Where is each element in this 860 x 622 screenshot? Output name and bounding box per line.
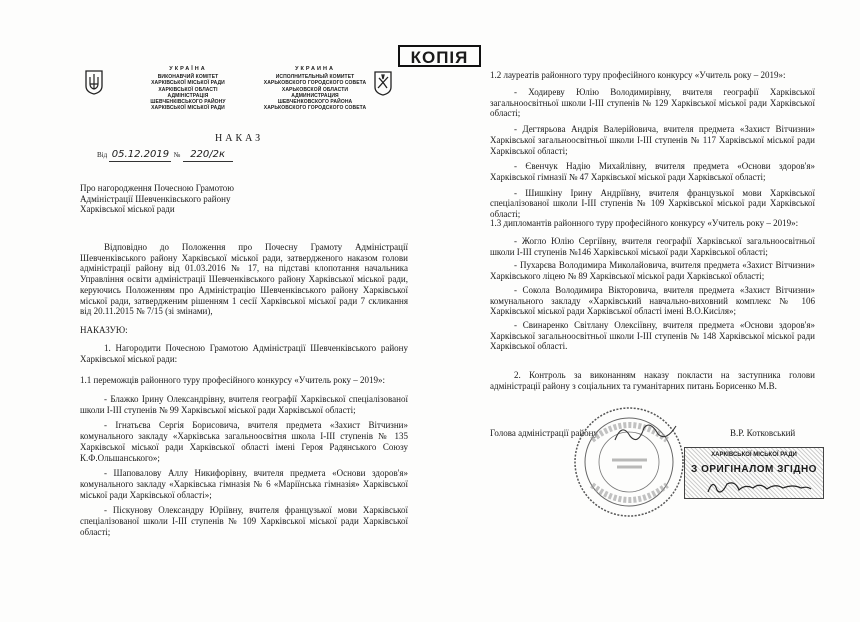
list-item: - Жогло Юлію Сергіївну, вчителя географії Харківської загальноосвітньої школи І-ІІІ ступенів №146 Харківської міської ради Харківської області; [490, 236, 815, 257]
item-1-3: 1.3 дипломантів районного туру професійного конкурсу «Учитель року – 2019»: [490, 218, 799, 228]
header-left-line: АДМІНІСТРАЦІЯ [167, 92, 209, 99]
header-right-line: ХАРЬКОВСКОГО ГОРОДСКОГО СОВЕТА [263, 105, 367, 112]
order-title: НАКАЗ [215, 133, 264, 144]
subject-line: Харківської міської ради [80, 204, 175, 215]
preamble: Відповідно до Положення про Почесну Грамоту Адміністрації Шевченківського району Харківської міської ради, затвердженого наказом голови адміністрації району від 01.03.2016 № 17, на підставі клопотання начальника Управління освіти адміністрації Шевченківського району Харківської міської ради, керуючись Положенням про Адміністрацію Шевченківського району Харківської міської ради, затвердженим рішенням 1 сесії Харківської міської ради 7 скликання від 20.11.2015 № 7/15 (зі змінами), [80, 242, 408, 317]
number-prefix: № [173, 151, 181, 159]
list-item: - Блажко Ірину Олександрівну, вчителя географії Харківської спеціалізованої школи І-ІІІ ступенів № 99 Харківської міської ради Харківської області; [80, 394, 408, 415]
header-left-country: УКРАЇНА [169, 66, 207, 72]
coat-of-arms-icon [84, 69, 104, 95]
subject-line: Адміністрації Шевченківського району [80, 193, 231, 204]
header-left-line: ХАРКІВСЬКОЇ МІСЬКОЇ РАДИ [151, 80, 225, 87]
list-item: - Ігнатьєва Сергія Борисовича, вчителя предмета «Захист Вітчизни» комунального закладу «Харківська загальноосвітня школа І-ІІІ ступенів № 135 Харківської міської ради Харківської області імені Героя Радянського Союзу К.Ф.Ольшанського»; [80, 420, 408, 463]
stamp-line-1: ХАРКІВСЬКОЇ МІСЬКОЇ РАДИ [711, 452, 797, 458]
header-right-line: ИСПОЛНИТЕЛЬНЫЙ КОМИТЕТ [275, 74, 355, 81]
signature-position: Голова адміністрації району [490, 428, 598, 438]
list-item: - Піскунову Олександру Юріївну, вчителя французької мови Харківської спеціалізованої школи І-ІІІ ступенів № 109 Харківської міської ради Харківської області; [80, 505, 408, 537]
header-right [240, 66, 390, 111]
header-right-line: ХАРЬКОВСКОЙ ОБЛАСТИ [281, 86, 349, 93]
item-2: 2. Контроль за виконанням наказу покласти на заступника голови адміністрації району з соціальних та гуманітарних питань Борисенко М.В. [490, 370, 815, 391]
list-item: - Свинаренко Світлану Олексіївну, вчителя предмета «Основи здоров'я» Харківської загальноосвітньої школи І-ІІІ ступенів № 148 Харківської міської ради Харківської області. [490, 319, 815, 352]
list-item: - Шаповалову Аллу Никифорівну, вчителя предмета «Основи здоров'я» комунального закладу «Харківська гімназія № 6 «Маріїнська гімназія» Харківської міської ради Харківської області»; [80, 468, 408, 500]
item-1-1: 1.1 переможців районного туру професійного конкурсу «Учитель року – 2019»: [80, 375, 385, 385]
list-item: - Пухарєва Володимира Миколайовича, вчителя предмета «Захист Вітчизни» Харківського ліцею № 89 Харківської міської ради Харківської області; [490, 260, 815, 282]
header-right-country: УКРАИНА [295, 66, 335, 72]
order-number: 220/2к [183, 150, 233, 162]
director-signature [610, 418, 680, 446]
nakazuyu: НАКАЗУЮ: [80, 325, 128, 335]
list-item: - Дегтярьова Андрія Валерійовича, вчителя предмета «Захист Вітчизни» Харківської загальноосвітньої школи І-ІІІ ступенів № 117 Харківської міської ради Харківської області; [490, 124, 815, 156]
header-left-line: ШЕВЧЕНКІВСЬКОГО РАЙОНУ [150, 99, 226, 106]
order-subject [80, 183, 330, 215]
winners-list [80, 394, 408, 537]
order-date-line [97, 149, 233, 162]
date-prefix: Від [97, 151, 108, 159]
header-left-line: ВИКОНАВЧИЙ КОМІТЕТ [157, 74, 219, 81]
diplomants-list [490, 236, 815, 352]
list-item: - Євенчук Надію Михайлівну, вчителя предмета «Основи здоров'я» Харківської гімназії № 47 Харківської міської ради Харківської області; [490, 161, 815, 182]
handwritten-signature [705, 476, 815, 496]
item-1-2: 1.2 лауреатів районного туру професійного конкурсу «Учитель року – 2019»: [490, 70, 786, 80]
order-date: 05.12.2019 [109, 150, 171, 162]
city-emblem-icon [373, 70, 393, 96]
header-right-line: ХАРЬКОВСКОГО ГОРОДСКОГО СОВЕТА [263, 80, 367, 87]
header-left [118, 66, 258, 111]
copy-stamp: КОПІЯ [398, 45, 481, 67]
header-right-line: ШЕВЧЕНКОВСКОГО РАЙОНА [277, 99, 353, 106]
signature-name: В.Р. Котковський [730, 428, 796, 438]
laureates-list [490, 87, 815, 220]
original-stamp [684, 447, 824, 499]
list-item: - Ходиреву Юлію Володимирівну, вчителя географії Харківської загальноосвітньої школи І-ІІІ ступенів № 129 Харківської міської ради Харківської області; [490, 87, 815, 119]
item-1: 1. Нагородити Почесною Грамотою Адміністрації Шевченківського району Харківської міської ради: [80, 343, 408, 364]
subject-line: Про нагородження Почесною Грамотою [80, 183, 235, 193]
header-left-line: ХАРКІВСЬКОЇ ОБЛАСТІ [158, 86, 218, 93]
list-item: - Сокола Володимира Вікторовича, вчителя предмета «Захист Вітчизни» комунального закладу «Харківський навчально-виховний комплекс № 106 Харківської міської ради Харківської області імені В.О.Кисіля»; [490, 284, 815, 317]
header-right-line: АДМИНИСТРАЦИЯ [291, 92, 339, 99]
stamp-line-2: З ОРИГІНАЛОМ ЗГІДНО [691, 464, 817, 475]
list-item: - Шишкіну Ірину Андріївну, вчителя французької мови Харківської спеціалізованої школи І-ІІІ ступенів № 109 Харківської міської ради Харківської області; [490, 187, 815, 220]
header-left-line: ХАРКІВСЬКОЇ МІСЬКОЇ РАДИ [151, 105, 225, 112]
